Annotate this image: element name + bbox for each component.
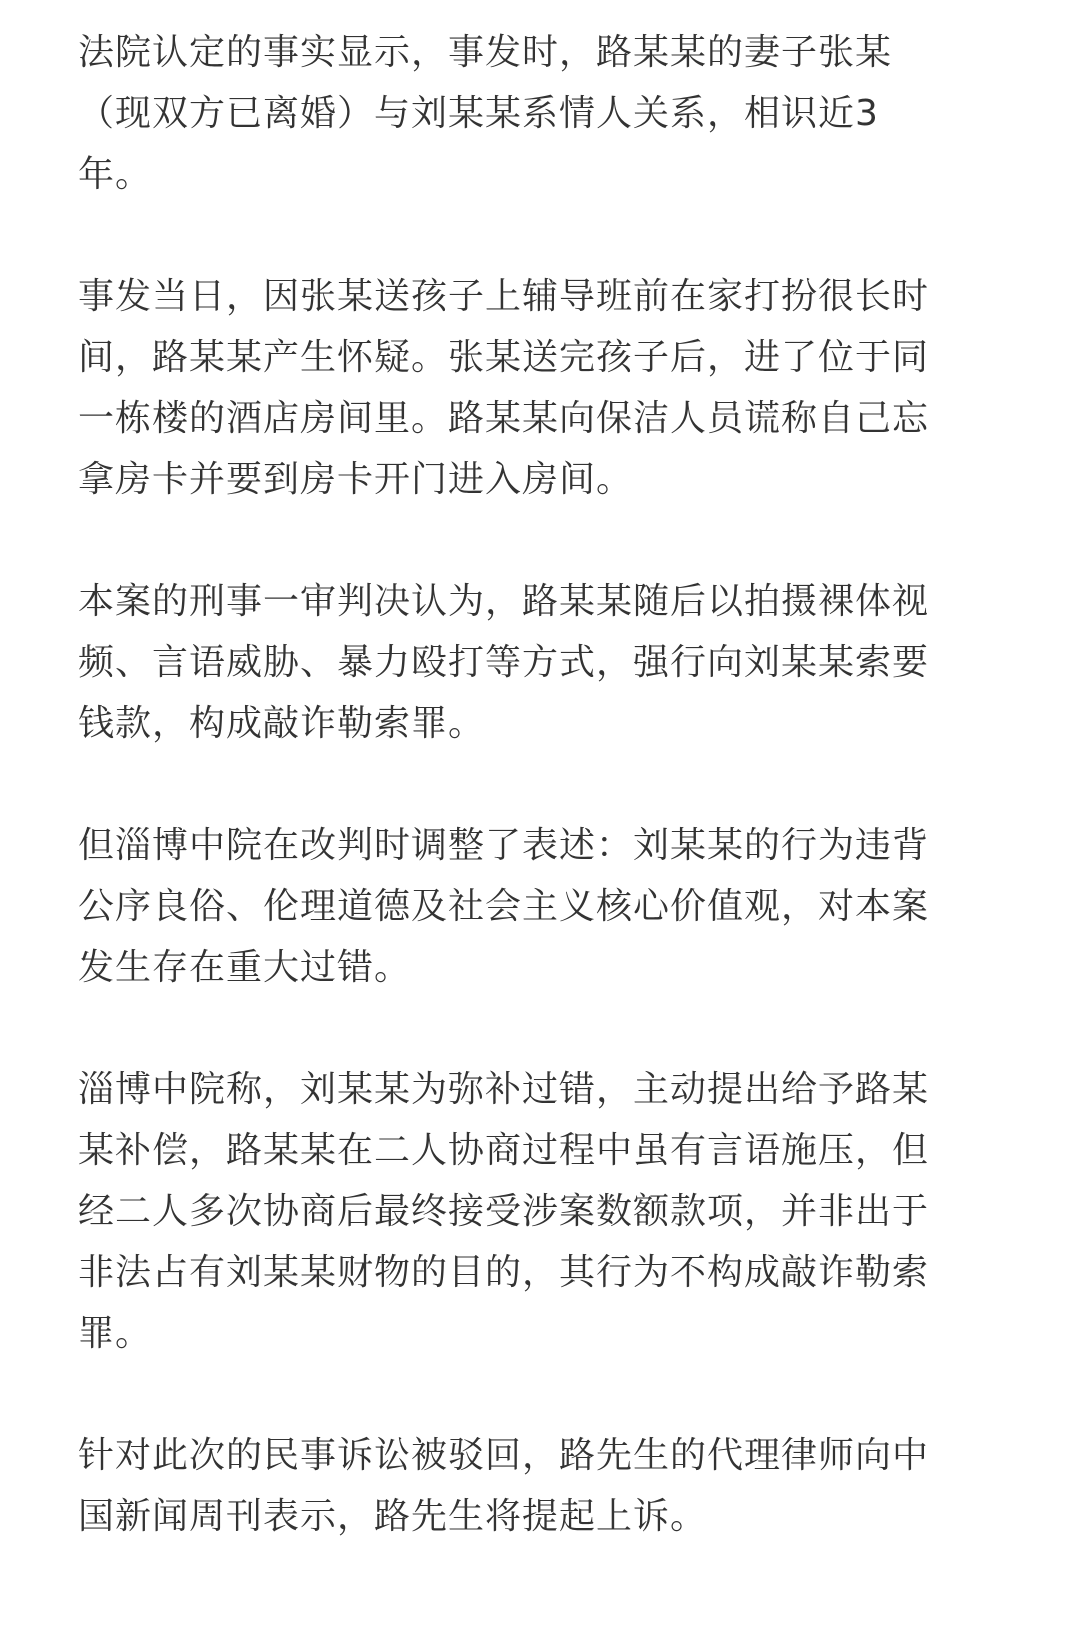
text-line: 事发当日，因张某送孩子上辅导班前在家打扮很长时 xyxy=(78,276,930,317)
text-line: 法院认定的事实显示，事发时，路某某的妻子张某 xyxy=(78,32,893,73)
text-line: 淄博中院称，刘某某为弥补过错，主动提出给予路某 xyxy=(78,1069,930,1110)
paragraph-4 xyxy=(78,815,998,998)
text-line: 某补偿，路某某在二人协商过程中虽有言语施压，但 xyxy=(78,1130,930,1171)
text-line: 针对此次的民事诉讼被驳回，路先生的代理律师向中 xyxy=(78,1435,930,1476)
text-line: 年。 xyxy=(78,154,153,195)
text-line: 公序良俗、伦理道德及社会主义核心价值观，对本案 xyxy=(78,886,930,927)
article-body xyxy=(78,22,998,1608)
text-line: 拿房卡并要到房卡开门进入房间。 xyxy=(78,459,634,500)
paragraph-6 xyxy=(78,1425,998,1547)
text-line: 一栋楼的酒店房间里。路某某向保洁人员谎称自己忘 xyxy=(78,398,930,439)
text-line: 经二人多次协商后最终接受涉案数额款项，并非出于 xyxy=(78,1191,930,1232)
text-line: 发生存在重大过错。 xyxy=(78,947,412,988)
text-line: 间，路某某产生怀疑。张某送完孩子后，进了位于同 xyxy=(78,337,930,378)
paragraph-3 xyxy=(78,571,998,754)
text-line: 频、言语威胁、暴力殴打等方式，强行向刘某某索要 xyxy=(78,642,930,683)
text-line: 本案的刑事一审判决认为，路某某随后以拍摄裸体视 xyxy=(78,581,930,622)
text-line: 但淄博中院在改判时调整了表述：刘某某的行为违背 xyxy=(78,825,930,866)
paragraph-5 xyxy=(78,1059,998,1364)
paragraph-1 xyxy=(78,22,998,205)
text-line: （现双方已离婚）与刘某某系情人关系，相识近3 xyxy=(78,93,879,134)
text-line: 国新闻周刊表示，路先生将提起上诉。 xyxy=(78,1496,708,1537)
text-line: 钱款，构成敲诈勒索罪。 xyxy=(78,703,486,744)
text-line: 罪。 xyxy=(78,1313,153,1354)
text-line: 非法占有刘某某财物的目的，其行为不构成敲诈勒索 xyxy=(78,1252,930,1293)
paragraph-2 xyxy=(78,266,998,510)
